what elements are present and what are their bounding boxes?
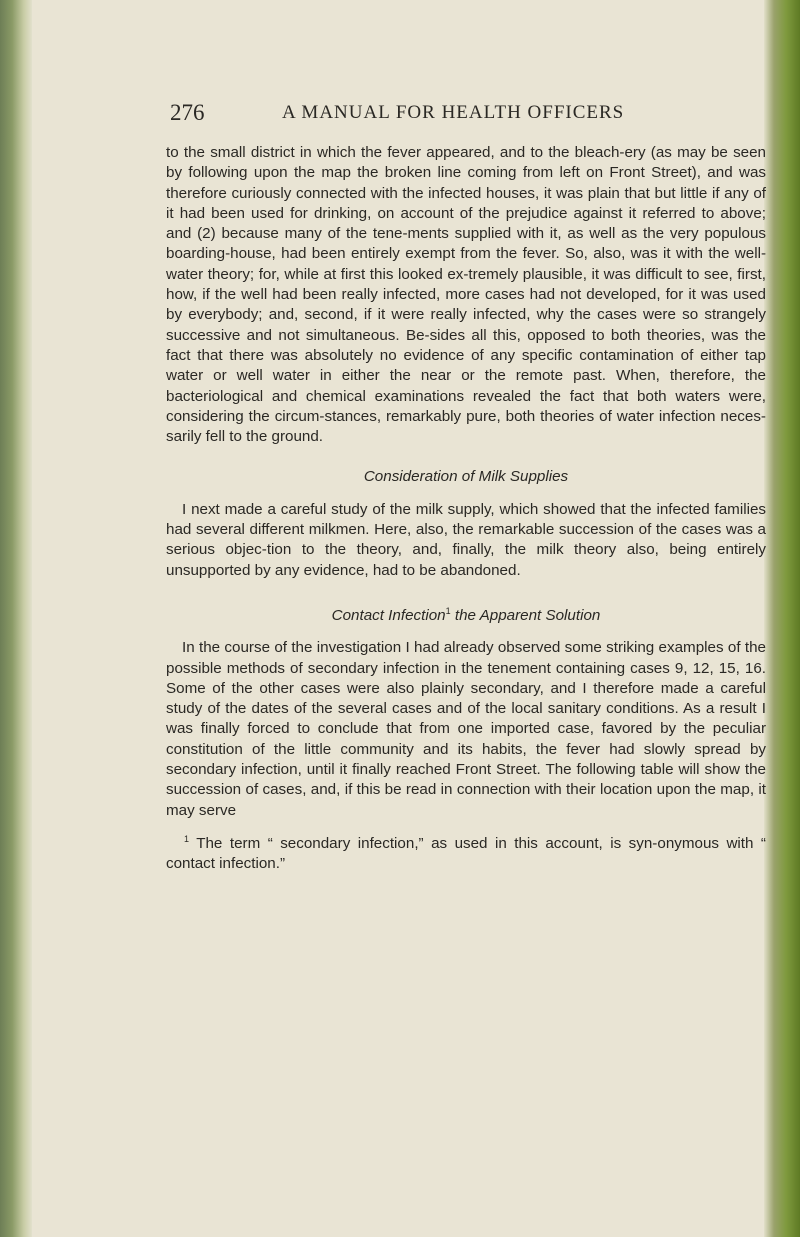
footnote-reference: 1	[445, 605, 451, 616]
running-head	[170, 100, 770, 130]
heading-contact-part-b: the Apparent Solution	[450, 607, 601, 624]
heading-contact-part-a: Contact Infection	[331, 607, 446, 624]
footnote	[166, 829, 766, 875]
paragraph-contact-infection: In the course of the investigation I had already observed some striking examples of the possible methods of secondary infection in the tenement containing cases 9, 12, 15, 16. Some of the other cases were also plainly secondary, and I therefore made a careful study of the dates of the several cases and of the local sanitary conditions. As a result I was finally forced to conclude that from one imported case, favored by the peculiar constitution of the little community and its habits, the fever had slowly spread by secondary infection, until it finally reached Front Street. The following table will show the succession of cases, and, if this be read in connection with their location upon the map, it may serve	[166, 639, 766, 819]
section-heading-contact-infection	[166, 601, 766, 626]
paragraph-water-theories: to the small district in which the fever appeared, and to the bleach-ery (as may be seen by following upon the map the broken line coming from left on Front Street), and was therefore curiously connected with the infected houses, it was plain that but little if any of it had been used for drinking, on account of the prejudice against it referred to above; and (2) because many of the tene-ments supplied with it, as well as the very populous boarding-house, had been entirely exempt from the fever. So, also, was it with the well-water theory; for, while at first this looked ex-tremely plausible, it was difficult to see, first, how, if the well had been really infected, more cases had not developed, for it was used by everybody; and, second, if it were really infected, why the cases were so strangely successive and not simultaneous. Be-sides all this, opposed to both theories, was the fact that there was absolutely no evidence of any specific contamination of either tap water or well water in either the near or the remote past. When, therefore, the bacteriological and chemical examinations revealed the fact that both waters were, considering the circum-stances, remarkably pure, both theories of water infection neces-sarily fell to the ground.	[166, 144, 766, 446]
footnote-text: The term “ secondary infection,” as used in this account, is syn-onymous with “ contact infection.”	[166, 835, 766, 873]
footnote-mark: 1	[184, 833, 190, 844]
page-body	[166, 143, 766, 875]
paragraph-milk-supply: I next made a careful study of the milk supply, which showed that the infected families had several different milkmen. Here, also, the remarkable succession of the cases was a serious objec-tion to the theory, and, finally, the milk theory also, being entirely unsupported by any evidence, had to be abandoned.	[166, 500, 766, 579]
section-heading-milk: Consideration of Milk Supplies	[363, 468, 569, 486]
page-number: 276	[170, 100, 205, 125]
book-page	[150, 0, 770, 1237]
book-spine-left	[0, 0, 32, 1237]
running-head-title: A MANUAL FOR HEALTH OFFICERS	[282, 102, 625, 123]
